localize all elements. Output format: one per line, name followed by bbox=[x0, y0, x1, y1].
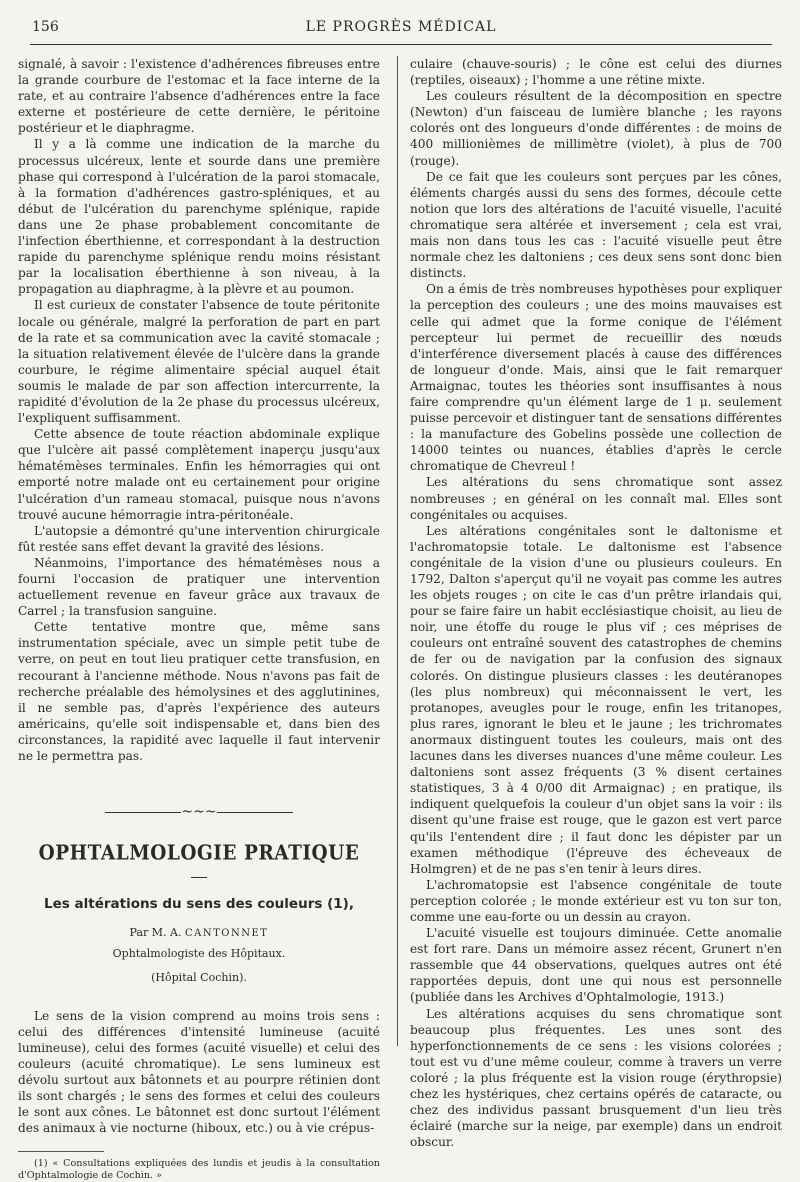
paragraph: Les altérations du sens chromatique sont assez nombreuses ; en général on les connaît mal. Elles sont congénitales ou acquises. bbox=[410, 475, 782, 522]
paragraph: De ce fait que les couleurs sont perçues par les cônes, éléments chargés aussi du sens des formes, découle cette notion que lors des altérations de l'acuité visuelle, l'acuité chromatique sera altérée et inversement ; cela est vrai, mais non dans tous les cas : l'acuité visuelle peut être normale chez les daltoniens ; ces deux sens sont donc bien distincts. bbox=[410, 169, 782, 281]
byline bbox=[18, 925, 380, 942]
page-number: 156 bbox=[32, 19, 59, 35]
paragraph: Il est curieux de constater l'absence de toute péritonite locale ou générale, malgré la perforation de part en part de la rate et sa communication avec la cavité stomacale ; la situation relativement élevée de l'ulcère dans la grande courbure, le régime alimentaire spécial auquel était soumis le malade de par son affection intercurrente, la rapidité d'évolution de la 2e phase du processus ulcéreux, l'expliquent suffisamment. bbox=[18, 298, 380, 426]
footnote: (1) « Consultations expliquées des lundis et jeudis à la consultation d'Ophtalmologie de Cochin. » bbox=[18, 1157, 380, 1181]
header-rule bbox=[30, 44, 772, 45]
column-divider bbox=[397, 56, 398, 1046]
paragraph: Néanmoins, l'importance des hématémèses nous a fourni l'occasion de pratiquer une intervention actuellement revenue en faveur grâce aux travaux de Carrel ; la transfusion sanguine. bbox=[18, 555, 380, 619]
article-title: Les altérations du sens des couleurs (1), bbox=[44, 896, 354, 913]
ornament-rule-right bbox=[217, 812, 293, 813]
paragraph: L'autopsie a démontré qu'une intervention chirurgicale fût restée sans effet devant la gravité des lésions. bbox=[18, 523, 380, 554]
page-header bbox=[30, 14, 772, 44]
paragraph: Cette tentative montre que, même sans instrumentation spéciale, avec un simple petit tube de verre, on peut en tout lieu pratiquer cette transfusion, en recourant à l'ancienne méthode. Nous n'avons pas fait de recherche préalable des hémolysines et des agglutinines, il ne semble pas, d'après l'expérience des auteurs américains, qu'elle soit indispensable et, dans bien des circonstances, la rapidité avec laquelle il faut intervenir ne le permettra pas. bbox=[18, 620, 380, 764]
paragraph: Les altérations congénitales sont le daltonisme et l'achromatopsie totale. Le daltonisme est l'absence congénitale de la vision d'une ou plusieurs couleurs. En 1792, Dalton s'aperçut qu'il ne voyait pas comme les autres les objets rouges ; on cite le cas d'un prêtre irlandais qui, pour se faire faire un habit ecclésiastique choisit, au lieu de noir, une étoffe du rouge le plus vif ; ces méprises de couleurs ont entraîné souvent des catastrophes de chemins de fer ou de navigation par la confusion des signaux colorés. On distingue plusieurs classes : les deutéranopes (les plus nombreux) qui méconnaissent le vert, les protanopes, aveugles pour le rouge, enfin les tritanopes, plus rares, ignorant le bleu et le jaune ; les trichromates anormaux distinguent toutes les couleurs, mais ont des lacunes dans les diverses nuances d'une même couleur. Les daltoniens sont assez fréquents (3 % disent certaines statistiques, 3 à 4 0/00 dit Armaignac) ; en pratique, ils indiquent quelquefois la couleur d'un objet sans la voir : ils disent qu'une fraise est rouge, que le gazon est vert parce qu'ils l'entendent dire ; il faut donc les dépister par un examen méthodique (l'épreuve des écheveaux de Holmgren) et de ne pas s'en tenir à leurs dires. bbox=[410, 523, 782, 876]
byline-prefix: Par M. A. bbox=[129, 925, 185, 939]
paragraph: L'achromatopsie est l'absence congénitale de toute perception colorée ; le monde extérieur est vu ton sur ton, comme une eau-forte ou un dessin au crayon. bbox=[410, 877, 782, 924]
paragraph: Les altérations acquises du sens chromatique sont beaucoup plus fréquentes. Les unes sont des hyperfonctionnements de ce sens : les visions colorées ; tout est vu d'une même couleur, comme à travers un verre coloré ; la plus fréquente est la vision rouge (érythropsie) chez les hystériques, chez certains opérés de cataracte, ou chez des individus passant brusquement d'un lieu très éclairé (marche sur la neige, par exemple) dans un endroit obscur. bbox=[410, 1006, 782, 1150]
section-ornament bbox=[18, 804, 380, 820]
paragraph: Il y a là comme une indication de la marche du processus ulcéreux, lente et sourde dans une première phase qui correspond à l'ulcération de la paroi stomacale, à la formation d'adhérences gastro-spléniques, et au début de l'ulcération du parenchyme splénique, rapide dans une 2e phase probablement concomitante de l'infection éberthienne, et correspondant à la destruction rapide du parenchyme splénique rendu moins résistant par la localisation éberthienne à son niveau, à la propagation au diaphragme, à la plèvre et au poumon. bbox=[18, 137, 380, 297]
left-column bbox=[18, 56, 380, 1182]
paragraph: L'acuité visuelle est toujours diminuée. Cette anomalie est fort rare. Dans un mémoire assez récent, Grunert n'en rassemble que 44 observations, quelques autres ont été rapportées depuis, dont une qui nous est personnelle (publiée dans les Archives d'Ophtalmologie, 1913.) bbox=[410, 926, 782, 1005]
section-title: OPHTALMOLOGIE PRATIQUE bbox=[38, 841, 360, 866]
hospital: (Hôpital Cochin). bbox=[151, 970, 247, 984]
author-affiliation: Ophtalmologiste des Hôpitaux. bbox=[112, 946, 286, 960]
paragraph: signalé, à savoir : l'existence d'adhérences fibreuses entre la grande courbure de l'estomac et la face interne de la rate, et au contraire l'absence d'adhérences entre la face externe et postérieure de cette dernière, le péritoine postérieur et le diaphragme. bbox=[18, 57, 380, 136]
paragraph: On a émis de très nombreuses hypothèses pour expliquer la perception des couleurs ; une des moins mauvaises est celle qui admet que la forme conique de l'élément percepteur lui permet de recueillir des nœuds d'interférence diversement placés à cause des différences de longueur d'onde. Mais, ainsi que le fait remarquer Armaignac, toutes les théories sont insuffisantes à nous faire comprendre qu'un élément large de 1 μ. seulement puisse percevoir et distinguer tant de sensations différentes : la manufacture des Gobelins possède une collection de 14000 teintes ou nuances, établies d'après le cercle chromatique de Chevreul ! bbox=[410, 282, 782, 474]
paragraph: Le sens de la vision comprend au moins trois sens : celui des différences d'intensité lumineuse (acuité lumineuse), celui des formes (acuité visuelle) et celui des couleurs (acuité chromatique). Le sens lumineux est dévolu surtout aux bâtonnets et au pourpre rétinien dont ils sont chargés ; le sens des formes et celui des couleurs le sont aux cônes. Le bâtonnet est donc surtout l'élément des animaux à vie nocturne (hiboux, etc.) ou à vie crépus- bbox=[18, 1008, 380, 1136]
ornament-rule-left bbox=[105, 812, 181, 813]
ornament-flourish: ~~~ bbox=[181, 804, 217, 821]
running-head: LE PROGRÈS MÉDICAL bbox=[305, 19, 497, 35]
paragraph: culaire (chauve-souris) ; le cône est celui des diurnes (reptiles, oiseaux) ; l'homme a une rétine mixte. bbox=[410, 57, 782, 88]
title-dash bbox=[18, 866, 380, 882]
right-column bbox=[410, 56, 782, 1150]
author-name: CANTONNET bbox=[184, 927, 269, 939]
footnote-rule bbox=[18, 1151, 104, 1152]
paragraph: Cette absence de toute réaction abdominale explique que l'ulcère ait passé complètement inaperçu jusqu'aux hématémèses terminales. Enfin les hémorragies qui ont emporté notre malade ont eu certainement pour origine l'ulcération d'un rameau stomacal, puisque nous n'avons trouvé aucune hémorragie intra-péritonéale. bbox=[18, 427, 380, 522]
paragraph: Les couleurs résultent de la décomposition en spectre (Newton) d'un faisceau de lumière blanche ; les rayons colorés ont des longueurs d'onde différentes : de moins de 400 millionièmes de millimètre (violet), à plus de 700 (rouge). bbox=[410, 89, 782, 168]
